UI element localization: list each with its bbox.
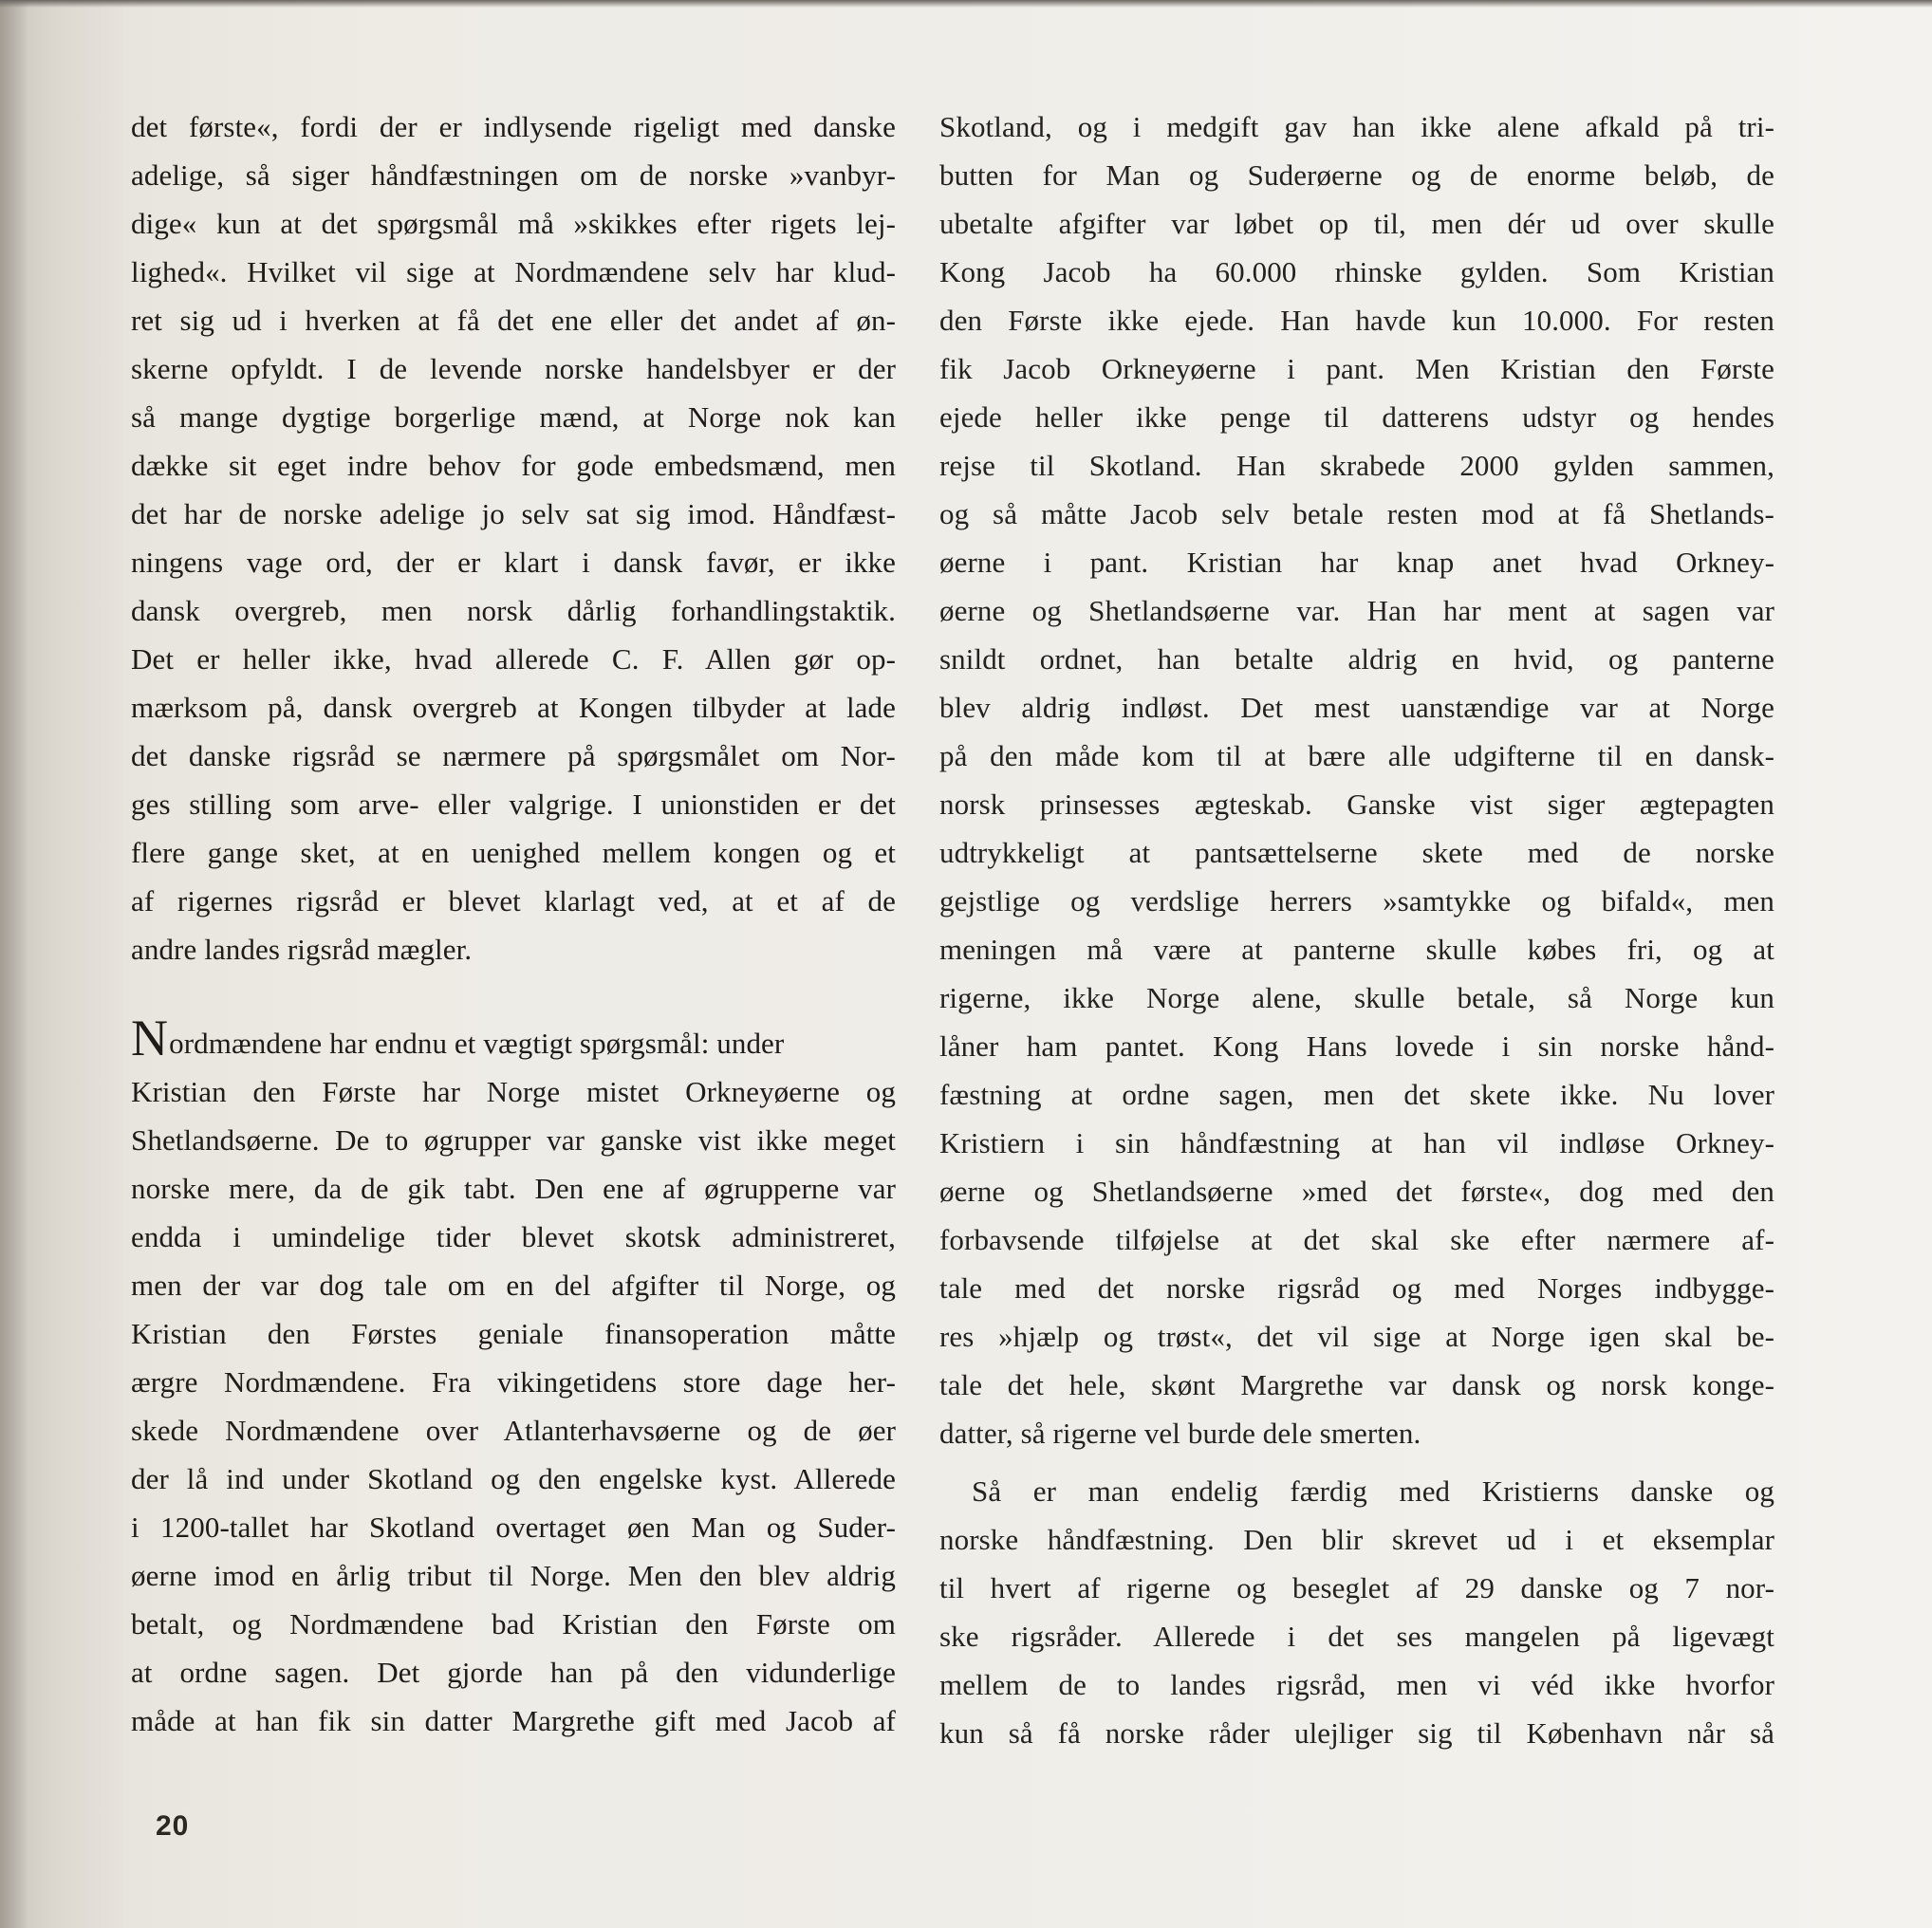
text-line: endda i umindelige tider blevet skotsk administreret, (131, 1220, 896, 1253)
text-line: dansk overgreb, men norsk dårlig forhandlingstaktik. (131, 594, 896, 627)
text-line: Kristiern i sin håndfæstning at han vil indløse Orkney- (939, 1126, 1774, 1159)
text-line: tale med det norske rigsråd og med Norges indbygge- (939, 1271, 1774, 1305)
text-line: at ordne sagen. Det gjorde han på den vidunderlige (131, 1656, 896, 1689)
text-line: blev aldrig indløst. Det mest uanstændige var at Norge (939, 691, 1774, 724)
text-line: ejede heller ikke penge til datterens udstyr og hendes (939, 400, 1774, 434)
gutter-shadow (0, 0, 28, 1928)
text-line: fik Jacob Orkneyøerne i pant. Men Kristian den Første (939, 352, 1774, 385)
text-line: res »hjælp og trøst«, det vil sige at Norge igen skal be- (939, 1320, 1774, 1353)
text-line: øerne og Shetlandsøerne var. Han har ment at sagen var (939, 594, 1774, 627)
text-line: det har de norske adelige jo selv sat sig imod. Håndfæst- (131, 497, 896, 530)
text-line: det danske rigsråd se nærmere på spørgsmålet om Nor- (131, 739, 896, 772)
text-line: så mange dygtige borgerlige mænd, at Norge nok kan (131, 400, 896, 434)
text-line: adelige, så siger håndfæstningen om de norske »vanbyr- (131, 158, 896, 192)
text-line: forbavsende tilføjelse at det skal ske efter nærmere af- (939, 1223, 1774, 1256)
text-line: flere gange sket, at en uenighed mellem kongen og et (131, 836, 896, 869)
text-line: Shetlandsøerne. De to øgrupper var ganske vist ikke meget (131, 1123, 896, 1157)
text-line: det første«, fordi der er indlysende rigeligt med danske (131, 110, 896, 143)
top-edge (0, 0, 1932, 8)
text-line: Skotland, og i medgift gav han ikke alene afkald på tri- (939, 110, 1774, 143)
text-line: af rigernes rigsråd er blevet klarlagt ved, at et af de (131, 884, 896, 918)
text-line: andre landes rigsråd mægler. (131, 933, 473, 966)
drop-cap: N (131, 1010, 169, 1066)
text-line: og så måtte Jacob selv betale resten mod at få Shetlands- (939, 497, 1774, 530)
right-paragraph-2 (939, 1467, 1774, 1757)
paragraph-gap (131, 973, 896, 1019)
left-paragraph-2 (131, 1010, 896, 1745)
text-line: skerne opfyldt. I de levende norske handelsbyer er der (131, 352, 896, 385)
text-line: norske mere, da de gik tabt. Den ene af øgrupperne var (131, 1172, 896, 1205)
text-line: Kristian den Første har Norge mistet Orkneyøerne og (131, 1075, 896, 1108)
text-line: norsk prinsesses ægteskab. Ganske vist siger ægtepagten (939, 788, 1774, 821)
left-paragraph-1 (131, 102, 896, 973)
text-line: mærksom på, dansk overgreb at Kongen tilbyder at lade (131, 691, 896, 724)
text-line: tale det hele, skønt Margrethe var dansk og norsk konge- (939, 1368, 1774, 1401)
text-line: Kristian den Førstes geniale finansoperation måtte (131, 1317, 896, 1350)
page-number: 20 (156, 1810, 190, 1842)
paragraph-gap (939, 1457, 1774, 1467)
text-line: på den måde kom til at bære alle udgifterne til en dansk- (939, 739, 1774, 772)
text-line: snildt ordnet, han betalte aldrig en hvid, og panterne (939, 642, 1774, 676)
text-line: datter, så rigerne vel burde dele smerten. (939, 1417, 1421, 1450)
text-line: ubetalte afgifter var løbet op til, men dér ud over skulle (939, 207, 1774, 240)
text-line: men der var dog tale om en del afgifter til Norge, og (131, 1269, 896, 1302)
text-line: kun så få norske råder ulejliger sig til København når så (939, 1716, 1774, 1750)
right-column (939, 102, 1774, 1757)
text-line: lighed«. Hvilket vil sige at Nordmændene selv har klud- (131, 255, 896, 288)
text-line: ges stilling som arve- eller valgrige. I unionstiden er det (131, 788, 896, 821)
first-line-text: ordmændene har endnu et vægtigt spørgsmål: under (169, 1027, 785, 1060)
paragraph-first-line (131, 1010, 896, 1067)
text-line: Så er man endelig færdig med Kristierns danske og (972, 1474, 1774, 1508)
text-line: måde at han fik sin datter Margrethe gift med Jacob af (131, 1704, 896, 1737)
text-line: ærgre Nordmændene. Fra vikingetidens store dage her- (131, 1365, 896, 1399)
text-line: øerne i pant. Kristian har knap anet hvad Orkney- (939, 546, 1774, 579)
text-line: rigerne, ikke Norge alene, skulle betale, så Norge kun (939, 981, 1774, 1014)
text-line: butten for Man og Suderøerne og de enorme beløb, de (939, 158, 1774, 192)
text-line: låner ham pantet. Kong Hans lovede i sin norske hånd- (939, 1029, 1774, 1063)
text-line: der lå ind under Skotland og den engelske kyst. Allerede (131, 1462, 896, 1495)
text-line: dække sit eget indre behov for gode embedsmænd, men (131, 449, 896, 482)
text-line: mellem de to landes rigsråd, men vi véd ikke hvorfor (939, 1668, 1774, 1701)
text-line: betalt, og Nordmændene bad Kristian den Første om (131, 1607, 896, 1641)
right-paragraph-1 (939, 102, 1774, 1457)
text-line: Kong Jacob ha 60.000 rhinske gylden. Som Kristian (939, 255, 1774, 288)
text-line: rejse til Skotland. Han skrabede 2000 gylden sammen, (939, 449, 1774, 482)
text-line: udtrykkeligt at pantsættelserne skete med de norske (939, 836, 1774, 869)
text-line: Det er heller ikke, hvad allerede C. F. Allen gør op- (131, 642, 896, 676)
text-line: norske håndfæstning. Den blir skrevet ud i et eksemplar (939, 1523, 1774, 1556)
text-line: til hvert af rigerne og beseglet af 29 danske og 7 nor- (939, 1571, 1774, 1604)
left-column (131, 102, 896, 1745)
text-line: i 1200-tallet har Skotland overtaget øen Man og Suder- (131, 1511, 896, 1544)
text-line: fæstning at ordne sagen, men det skete ikke. Nu lover (939, 1078, 1774, 1111)
text-line: meningen må være at panterne skulle købes fri, og at (939, 933, 1774, 966)
text-line: ret sig ud i hverken at få det ene eller det andet af øn- (131, 304, 896, 337)
text-line: dige« kun at det spørgsmål må »skikkes efter rigets lej- (131, 207, 896, 240)
text-line: skede Nordmændene over Atlanterhavsøerne og de øer (131, 1414, 896, 1447)
text-line: ske rigsråder. Allerede i det ses mangelen på ligevægt (939, 1620, 1774, 1653)
text-line: den Første ikke ejede. Han havde kun 10.000. For resten (939, 304, 1774, 337)
text-line: øerne og Shetlandsøerne »med det første«, dog med den (939, 1175, 1774, 1208)
text-line: gejstlige og verdslige herrers »samtykke og bifald«, men (939, 884, 1774, 918)
text-line: ningens vage ord, der er klart i dansk favør, er ikke (131, 546, 896, 579)
text-line: øerne imod en årlig tribut til Norge. Men den blev aldrig (131, 1559, 896, 1592)
